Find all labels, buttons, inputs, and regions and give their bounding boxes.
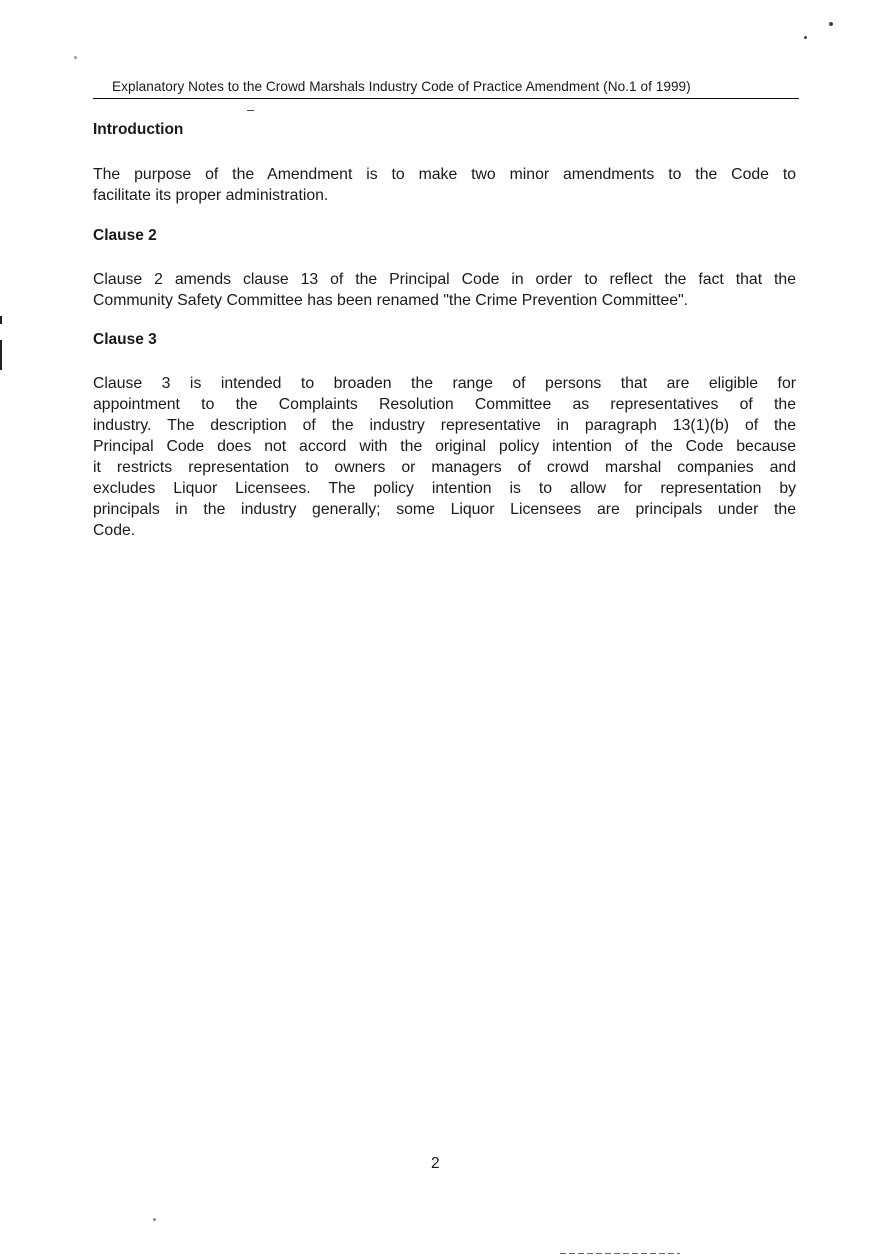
scan-bottom-edge [560, 1253, 680, 1254]
scan-edge-mark [0, 316, 2, 324]
scan-speck [74, 56, 77, 59]
paragraph-line: The purpose of the Amendment is to make two minor amendments to the Code to [93, 166, 796, 183]
paragraph-line: Code. [93, 522, 136, 539]
scan-edge-mark [0, 340, 2, 370]
paragraph-line: Principal Code does not accord with the original policy intention of the Code because [93, 438, 796, 455]
paragraph-line: Clause 3 is intended to broaden the range of persons that are eligible for [93, 375, 796, 392]
paragraph-line: industry. The description of the industry representative in paragraph 13(1)(b) of the [93, 417, 796, 434]
paragraph-line: Clause 2 amends clause 13 of the Principal Code in order to reflect the fact that the [93, 271, 796, 288]
paragraph-line: Community Safety Committee has been renamed "the Crime Prevention Committee". [93, 292, 689, 309]
running-header-text: Explanatory Notes to the Crowd Marshals Industry Code of Practice Amendment (No.1 of 1999) [112, 79, 691, 94]
section-heading-clause-2: Clause 2 [93, 227, 157, 244]
scan-speck [153, 1218, 156, 1221]
section-heading-clause-3: Clause 3 [93, 331, 157, 348]
running-header [93, 78, 799, 99]
paragraph-line: excludes Liquor Licensees. The policy intention is to allow for representation by [93, 480, 796, 497]
page-number: 2 [431, 1155, 440, 1172]
scan-speck [247, 110, 254, 111]
scan-speck [829, 22, 833, 26]
paragraph-line: it restricts representation to owners or managers of crowd marshal companies and [93, 459, 796, 476]
section-paragraph-introduction [93, 164, 796, 206]
section-paragraph-clause-3 [93, 373, 796, 541]
paragraph-line: principals in the industry generally; some Liquor Licensees are principals under the [93, 501, 796, 518]
section-paragraph-clause-2 [93, 269, 796, 311]
scan-speck [804, 36, 807, 39]
section-heading-introduction: Introduction [93, 121, 184, 138]
paragraph-line: appointment to the Complaints Resolution Committee as representatives of the [93, 396, 796, 413]
paragraph-line: facilitate its proper administration. [93, 187, 329, 204]
